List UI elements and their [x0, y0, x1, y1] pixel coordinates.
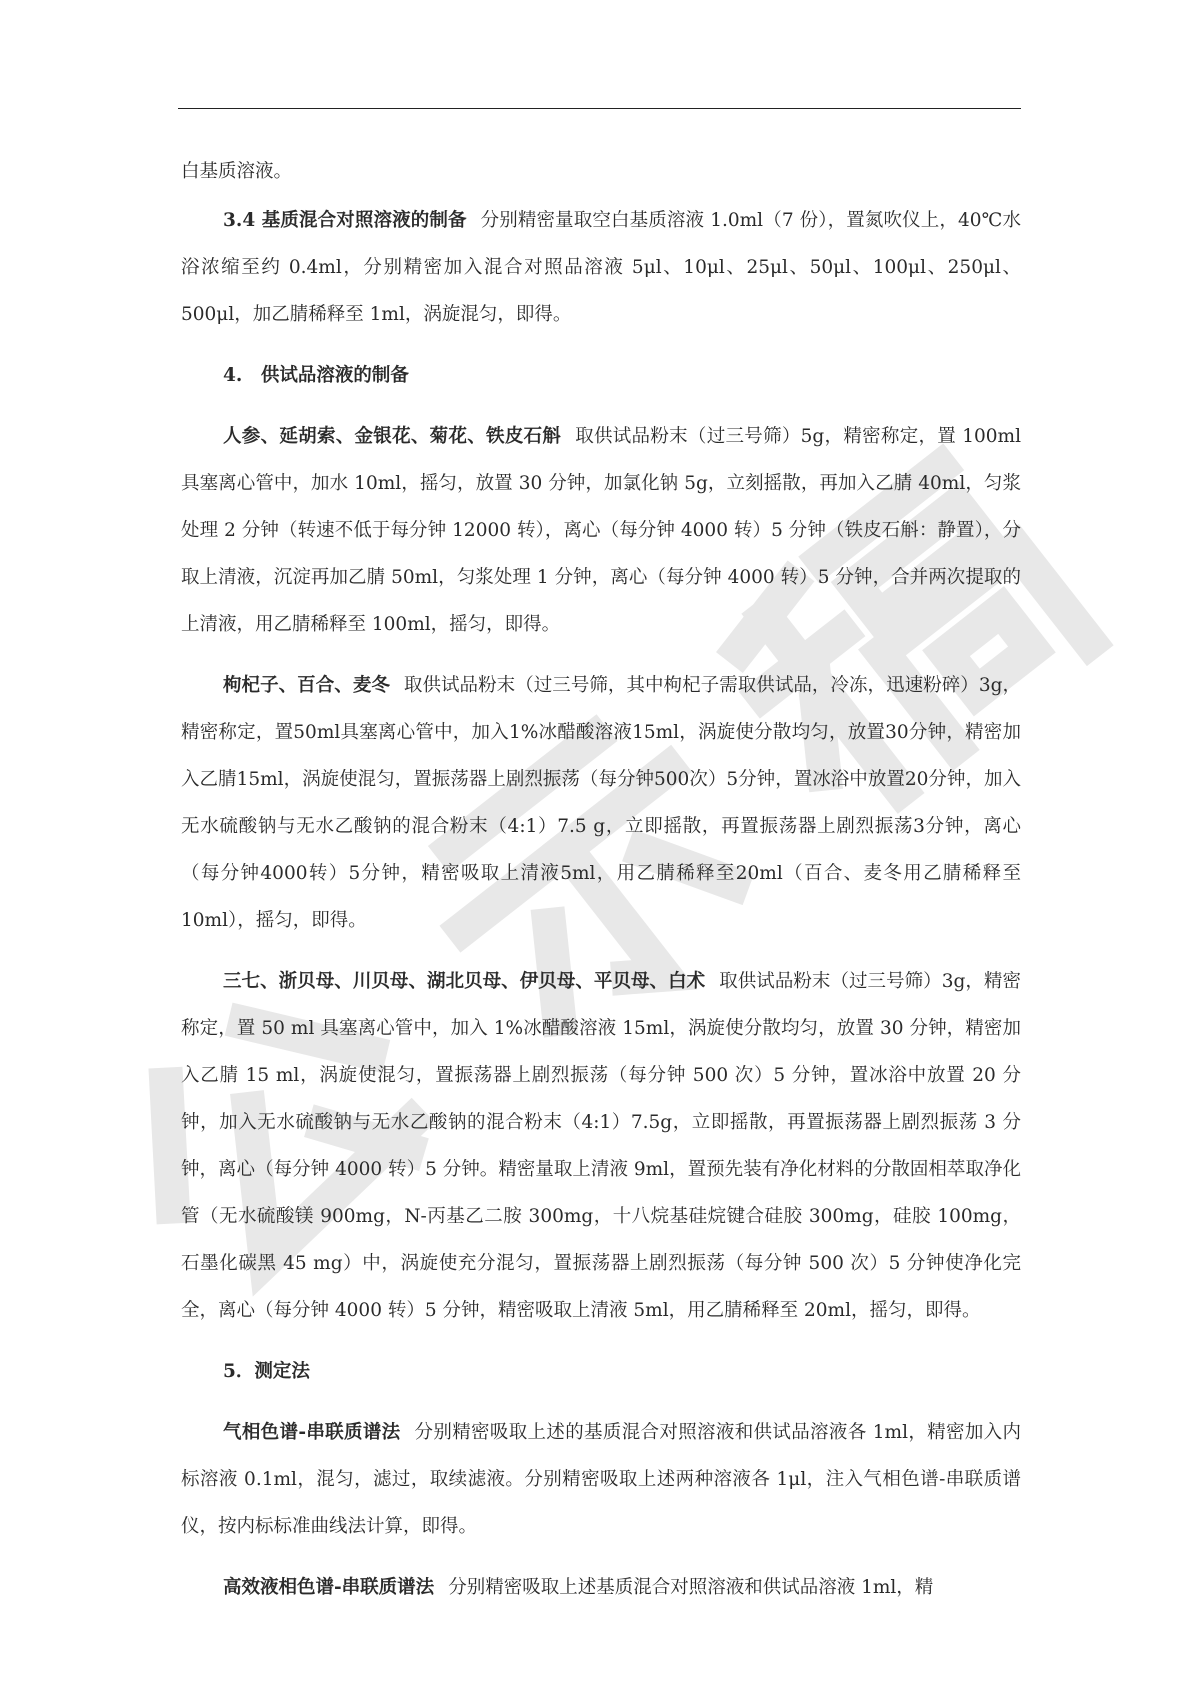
paragraph-text: 分别精密吸取上述的基质混合对照溶液和供试品溶液各 1ml，精密加入内标溶液 0.1ml，混匀，滤过，取续滤液。分别精密吸取上述两种溶液各 1μl，注入气相色谱-串联质谱仪，按内标标准曲线法计算，即得。: [181, 1422, 1021, 1537]
paragraph-text: 白基质溶液。: [181, 161, 293, 182]
paragraph-text: 取供试品粉末（过三号筛，其中枸杞子需取供试品，冷冻，迅速粉碎）3g，精密称定，置50ml具塞离心管中，加入1%冰醋酸溶液15ml，涡旋使分散均匀，放置30分钟，精密加入乙腈15ml，涡旋使混匀，置振荡器上剧烈振荡（每分钟500次）5分钟，置冰浴中放置20分钟，加入无水硫酸钠与无水乙酸钠的混合粉末（4:1）7.5 g，立即摇散，再置振荡器上剧烈振荡3分钟，离心（每分钟4000转）5分钟，精密吸取上清液5ml，用乙腈稀释至20ml（百合、麦冬用乙腈稀释至10ml），摇匀，即得。: [181, 675, 1021, 931]
paragraph-continuation: [181, 148, 1021, 195]
paragraph-text: 取供试品粉末（过三号筛）3g，精密称定，置 50 ml 具塞离心管中，加入 1%冰醋酸溶液 15ml，涡旋使分散均匀，放置 30 分钟，精密加入乙腈 15 ml，涡旋使混匀，置振荡器上剧烈振荡（每分钟 500 次）5 分钟，置冰浴中放置 20 分钟，加入无水硫酸钠与无水乙酸钠的混合粉末（4:1）7.5g，立即摇散，再置振荡器上剧烈振荡 3 分钟，离心（每分钟 4000 转）5 分钟。精密量取上清液 9ml，置预先装有净化材料的分散固相萃取净化管（无水硫酸镁 900mg，N-丙基乙二胺 300mg，十八烷基硅烷键合硅胶 300mg，硅胶 100mg，石墨化碳黑 45 mg）中，涡旋使充分混匀，置振荡器上剧烈振荡（每分钟 500 次）5 分钟使净化完全，离心（每分钟 4000 转）5 分钟，精密吸取上清液 5ml，用乙腈稀释至 20ml，摇匀，即得。: [181, 971, 1021, 1321]
paragraph-text: 分别精密吸取上述基质混合对照溶液和供试品溶液 1ml，精: [448, 1577, 934, 1598]
paragraph-lead: 枸杞子、百合、麦冬: [223, 675, 390, 696]
paragraph-lead: 气相色谱-串联质谱法: [223, 1422, 401, 1443]
paragraph-lead: 3.4 基质混合对照溶液的制备: [223, 210, 467, 231]
header-rule: [178, 108, 1021, 109]
section-heading: 5．测定法: [223, 1361, 310, 1382]
paragraph-gc-msms: [181, 1409, 1021, 1550]
paragraph-lead: 三七、浙贝母、川贝母、湖北贝母、伊贝母、平贝母、白术: [223, 971, 706, 992]
paragraph-text: 取供试品粉末（过三号筛）5g，精密称定，置 100ml 具塞离心管中，加水 10ml，摇匀，放置 30 分钟，加氯化钠 5g，立刻摇散，再加入乙腈 40ml，匀浆处理 2 分钟（转速不低于每分钟 12000 转），离心（每分钟 4000 转）5 分钟（铁皮石斛：静置），分取上清液，沉淀再加乙腈 50ml，匀浆处理 1 分钟，离心（每分钟 4000 转）5 分钟，合并两次提取的上清液，用乙腈稀释至 100ml，摇匀，即得。: [181, 426, 1021, 635]
paragraph-matrix-mixed-reference: [181, 197, 1021, 338]
document-body: [181, 148, 1021, 1625]
paragraph-lead: 人参、延胡索、金银花、菊花、铁皮石斛: [223, 426, 562, 447]
paragraph-ginseng-group: [181, 413, 1021, 648]
paragraph-text: 分别精密量取空白基质溶液 1.0ml（7 份），置氮吹仪上，40℃水浴浓缩至约 0.4ml，分别精密加入混合对照品溶液 5μl、10μl、25μl、50μl、100μl、250μl、500μl，加乙腈稀释至 1ml，涡旋混匀，即得。: [181, 210, 1021, 325]
paragraph-lead: 高效液相色谱-串联质谱法: [223, 1577, 435, 1598]
paragraph-wolfberry-group: [181, 662, 1021, 944]
paragraph-notoginseng-group: [181, 958, 1021, 1334]
section-heading: 4. 供试品溶液的制备: [223, 365, 409, 386]
paragraph-hplc-msms: [181, 1564, 1021, 1611]
